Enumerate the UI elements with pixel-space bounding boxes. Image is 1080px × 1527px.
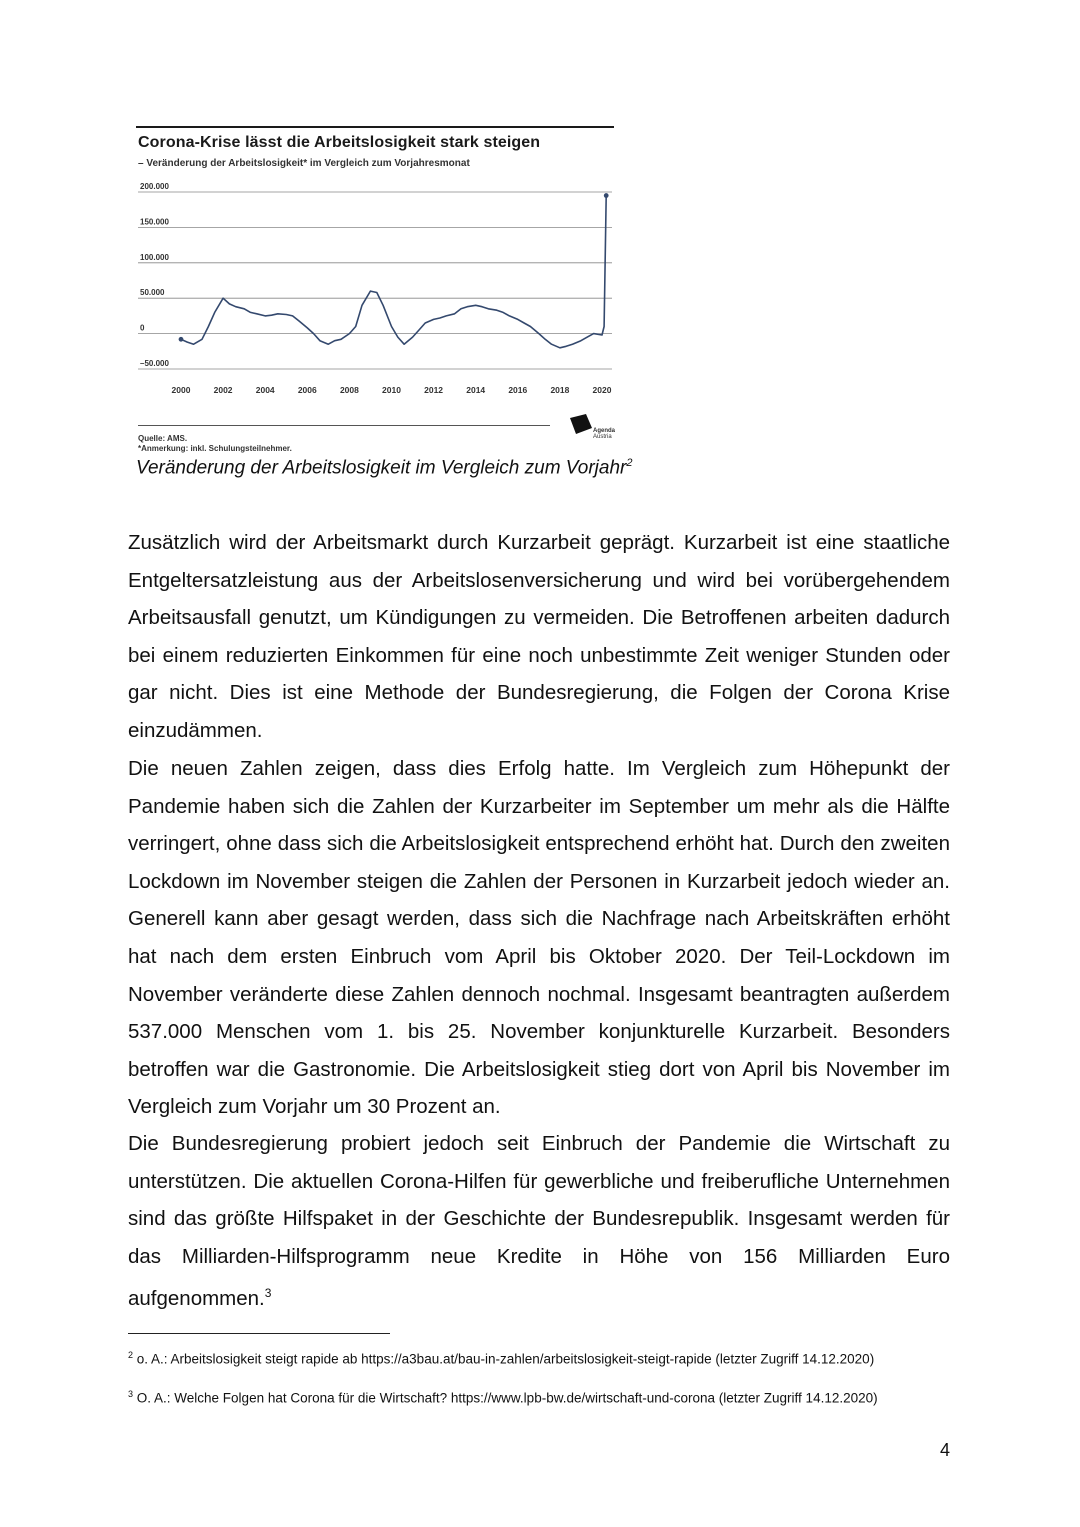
paragraph-3-footnote-ref: 3 [264,1286,272,1301]
body-paragraph-bundesregierung [128,1125,950,1318]
footnote-3 [128,1385,918,1408]
chart-plot-area [136,178,616,398]
figure-caption-text: Veränderung der Arbeitslosigkeit im Vergleich zum Vorjahr [136,457,627,479]
footnote-2 [128,1346,918,1369]
page-number: 4 [940,1440,951,1460]
chart-x-tick-label: 2016 [508,385,528,395]
footnote-2-text: o. A.: Arbeitslosigkeit steigt rapide ab https://a3bau.at/bau-in-zahlen/arbeitslosigkeit-steigt-rapide (letzter Zugriff 14.12.2020) [133,1351,875,1367]
chart-start-point [179,337,184,342]
chart-y-tick-labels [140,182,169,368]
chart-y-tick-label: –50.000 [140,359,169,368]
logo-text-line-2: Austria [593,434,612,440]
chart-end-point [604,193,609,198]
body-paragraph-kurzarbeit: Zusätzlich wird der Arbeitsmarkt durch Kurzarbeit geprägt. Kurzarbeit ist eine staatliche Entgeltersatzleistung aus der Arbeitslosenversicherung und wird bei vorübergehendem Arbeitsausfall genutzt, um Kündigungen zu vermeiden. Die Betroffenen arbeiten dadurch bei einem reduzierten Einkommen für eine noch unbestimmte Zeit weniger Stunden oder gar nicht. Dies ist eine Methode der Bundesregierung, die Folgen der Corona Krise einzudämmen. [128,531,950,742]
chart-annotation: *Anmerkung: inkl. Schulungsteilnehmer. [138,444,292,453]
chart-x-tick-label: 2020 [592,385,612,395]
chart-source: Quelle: AMS. [138,434,188,443]
footnote-3-mark: 3 [128,1389,134,1399]
figure-caption-footnote-ref: 2 [626,457,633,469]
chart-series-line [181,196,606,348]
logo-text-line-1: Agenda [593,428,616,434]
chart-series-points [179,193,609,342]
chart-y-tick-label: 150.000 [140,217,169,227]
chart-x-tick-label: 2002 [213,385,233,395]
figure-caption [136,457,632,479]
paragraph-3-text: Die Bundesregierung probiert jedoch seit Einbruch der Pandemie die Wirtschaft zu unterstützen. Die aktuellen Corona-Hilfen für gewerbliche und freiberufliche Unternehmen sind das größte Hilfspaket in der Geschichte der Bundesrepublik. Insgesamt werden für das Milliarden-Hilfsprogramm neue Kredite in Höhe von 156 Milliarden Euro aufgenommen. [128,1132,950,1311]
footnote-separator [128,1333,390,1334]
chart-x-tick-label: 2000 [171,385,191,395]
body-paragraph-neue-zahlen: Die neuen Zahlen zeigen, dass dies Erfolg hatte. Im Vergleich zum Höhepunkt der Pandemie haben sich die Zahlen der Kurzarbeiter im September um mehr als die Hälfte verringert, ohne dass sich die Arbeitslosigkeit entsprechend erhöht hat. Durch den zweiten Lockdown im November steigen die Zahlen der Personen in Kurzarbeit jedoch wieder an. Generell kann aber gesagt werden, dass sich die Nachfrage nach Arbeitskräften erhöht hat nach dem ersten Einbruch vom April bis Oktober 2020. Der Teil-Lockdown im November veränderte diese Zahlen dennoch nochmal. Insgesamt beantragten außerdem 537.000 Menschen vom 1. bis 25. November konjunkturelle Kurzarbeit. Besonders betroffen war die Gastronomie. Die Arbeitslosigkeit stieg dort von April bis November im Vergleich zum Vorjahr um 30 Prozent an. [128,757,950,1119]
chart-x-tick-label: 2004 [255,385,275,395]
chart-x-tick-label: 2010 [382,385,401,395]
chart-top-rule [136,126,614,128]
chart-title: Corona-Krise lässt die Arbeitslosigkeit stark steigen [138,134,541,151]
chart-x-tick-label: 2008 [339,385,359,395]
chart-x-tick-label: 2018 [550,385,570,395]
chart-x-tick-label: 2012 [424,385,444,395]
footnote-2-mark: 2 [128,1350,134,1360]
footnote-3-text: O. A.: Welche Folgen hat Corona für die Wirtschaft? https://www.lpb-bw.de/wirtschaft-und-corona (letzter Zugriff 14.12.2020) [133,1390,878,1406]
chart-y-tick-label: 100.000 [140,252,169,262]
chart-x-tick-label: 2006 [297,385,317,395]
chart-x-tick-labels [172,385,612,395]
chart-gridlines [138,192,612,369]
chart-y-tick-label: 0 [140,323,145,333]
chart-y-tick-label: 50.000 [140,288,165,298]
agenda-austria-logo-text [593,428,615,440]
chart-x-tick-label: 2014 [466,385,486,395]
chart-bottom-rule [138,425,550,426]
chart-y-tick-label: 200.000 [140,182,169,191]
chart-subtitle: – Veränderung der Arbeitslosigkeit* im Vergleich zum Vorjahresmonat [138,158,470,169]
chart-source-note [138,434,292,454]
